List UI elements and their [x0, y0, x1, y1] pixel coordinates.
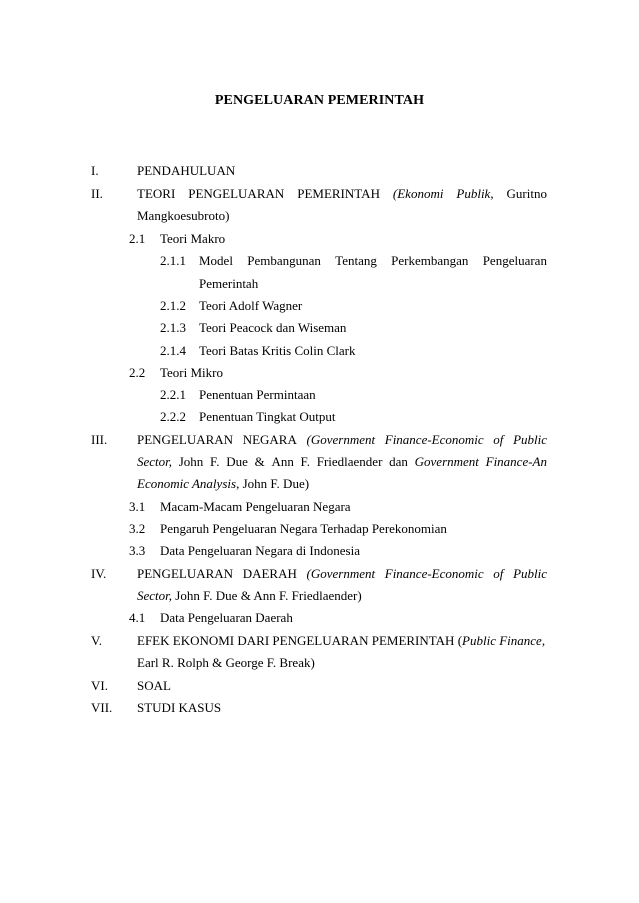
- section-number: III.: [91, 432, 108, 447]
- word: of: [493, 432, 504, 447]
- section-title-line: [137, 432, 547, 448]
- section-number: IV.: [91, 566, 107, 581]
- subsection-number: 2.1: [129, 231, 146, 246]
- word: (Government: [306, 566, 376, 581]
- section-number: VI.: [91, 678, 108, 693]
- word: PENGELUARAN: [137, 432, 234, 447]
- page-title: PENGELUARAN PEMERINTAH: [214, 93, 425, 108]
- subsubsection-number: 2.1.2: [160, 298, 186, 313]
- section-title: PENDAHULUAN: [137, 163, 236, 178]
- word: TEORI: [137, 186, 176, 201]
- italic-text: Economic Analysis: [137, 476, 237, 491]
- subsubsection-number: 2.1.4: [160, 343, 186, 358]
- word: Pengeluaran: [482, 253, 547, 268]
- word: John: [178, 454, 204, 469]
- subsection-number: 3.1: [129, 499, 146, 514]
- subsubsection-title: Teori Adolf Wagner: [199, 298, 303, 313]
- section-title-continued: [137, 476, 309, 492]
- section-title: SOAL: [137, 678, 171, 693]
- subsubsection-number: 2.2.1: [160, 387, 186, 402]
- subsection-title: Teori Makro: [160, 231, 226, 246]
- word: Finance-An: [485, 454, 547, 469]
- word: Government: [414, 454, 479, 469]
- word: Tentang: [335, 253, 377, 268]
- word: DAERAH: [242, 566, 297, 581]
- word: Sector,: [137, 454, 173, 469]
- subsubsection-title: Teori Peacock dan Wiseman: [199, 320, 347, 335]
- subsection-title: Data Pengeluaran Daerah: [160, 610, 293, 625]
- word: Guritno: [506, 186, 547, 201]
- subsubsection-number: 2.1.3: [160, 320, 186, 335]
- italic-text: Sector,: [137, 588, 173, 603]
- italic-text: Public Finance: [462, 633, 542, 648]
- word: Ann: [271, 454, 294, 469]
- word: dan: [389, 454, 408, 469]
- plain-text: EFEK EKONOMI DARI PENGELUARAN PEMERINTAH (: [137, 633, 463, 648]
- subsubsection-title: Teori Batas Kritis Colin Clark: [199, 343, 356, 358]
- word: PENGELUARAN: [188, 186, 285, 201]
- section-number: II.: [91, 186, 103, 201]
- word: Due: [226, 454, 248, 469]
- section-number: I.: [91, 163, 99, 178]
- subsection-number: 4.1: [129, 610, 146, 625]
- section-title: STUDI KASUS: [137, 700, 222, 715]
- word: Model: [199, 253, 233, 268]
- section-title-line: [137, 186, 547, 202]
- section-title: [137, 633, 545, 649]
- subsection-title: Data Pengeluaran Negara di Indonesia: [160, 543, 360, 558]
- word: (Ekonomi: [392, 186, 444, 201]
- subsubsection-title: Penentuan Permintaan: [199, 387, 316, 402]
- word: Public: [513, 432, 547, 447]
- word: Friedlaender: [316, 454, 383, 469]
- plain-text: , John F. Due): [236, 476, 310, 491]
- word: Pembangunan: [247, 253, 321, 268]
- section-title-continued: [137, 588, 362, 604]
- word: Public: [513, 566, 547, 581]
- subsubsection-title-line: [199, 253, 547, 269]
- section-number: VII.: [91, 700, 113, 715]
- word: F.: [300, 454, 310, 469]
- subsection-number: 3.3: [129, 543, 146, 558]
- word: (Government: [306, 432, 376, 447]
- plain-text: ,: [541, 633, 546, 648]
- subsubsection-number: 2.1.1: [160, 253, 186, 268]
- word: NEGARA: [242, 432, 297, 447]
- word: Publik,: [456, 186, 494, 201]
- section-title-line: [137, 454, 547, 470]
- subsection-title: Teori Mikro: [160, 365, 223, 380]
- subsection-number: 3.2: [129, 521, 146, 536]
- section-title-continued: Earl R. Rolph & George F. Break): [137, 655, 315, 670]
- word: Finance-Economic: [384, 566, 484, 581]
- section-title-continued: Mangkoesubroto): [137, 208, 230, 223]
- subsection-number: 2.2: [129, 365, 146, 380]
- subsubsection-title: Penentuan Tingkat Output: [199, 409, 336, 424]
- subsection-title: Macam-Macam Pengeluaran Negara: [160, 499, 351, 514]
- section-title-line: [137, 566, 547, 582]
- subsubsection-title-continued: Pemerintah: [199, 276, 259, 291]
- subsubsection-number: 2.2.2: [160, 409, 186, 424]
- word: Finance-Economic: [384, 432, 484, 447]
- subsection-title: Pengaruh Pengeluaran Negara Terhadap Perekonomian: [160, 521, 447, 536]
- word: F.: [210, 454, 220, 469]
- plain-text: John F. Due & Ann F. Friedlaender): [172, 588, 362, 603]
- word: PENGELUARAN: [137, 566, 234, 581]
- word: &: [254, 454, 265, 469]
- word: of: [493, 566, 504, 581]
- word: Perkembangan: [391, 253, 469, 268]
- word: PEMERINTAH: [297, 186, 380, 201]
- section-number: V.: [91, 633, 102, 648]
